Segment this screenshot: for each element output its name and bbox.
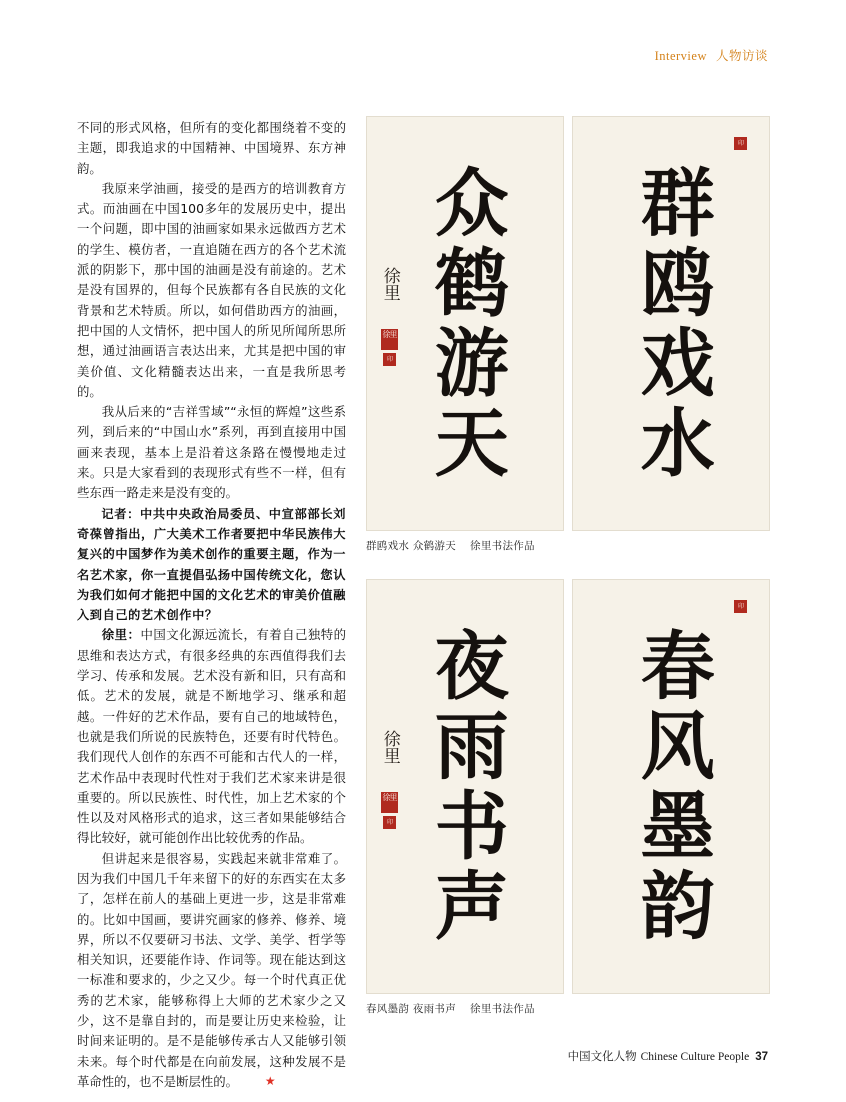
interviewee-label: 徐里： bbox=[101, 627, 141, 643]
artwork-caption-1 bbox=[366, 538, 770, 553]
artist-seal: 徐里 bbox=[381, 792, 398, 813]
header-section-en: Interview bbox=[654, 49, 707, 63]
paragraph-answer-1 bbox=[77, 625, 346, 848]
publication-name-en: Chinese Culture People bbox=[640, 1051, 750, 1063]
artist-seal-small: 印 bbox=[383, 353, 396, 366]
publication-name-cn: 中国文化人物 bbox=[567, 1051, 637, 1063]
running-header bbox=[655, 46, 768, 64]
answer-text-2: 但讲起来是很容易，实践起来就非常难了。因为我们中国几千年来留下的好的东西实在太多了，怎样在前人的基础上更进一步，这是非常难的。比如中国画，要讲究画家的修养、修养、境界，所以不仅要研习书法、文学、美学、哲学等相关知识，还要能作诗、作词等。现在能达到这一标准和要求的，少之又少。每一个时代真正优秀的艺术家，能够称得上大师的艺术家少之又少，这不是靠自封的，而是要让历史来检验，让时间来证明的。是不是能够传承古人又能够引领未来。每个时代都是在向前发展，这种发展不是革命性的，也不是断层性的。 bbox=[77, 850, 346, 1089]
calligraphy-ink bbox=[367, 117, 563, 530]
calligraphy-glyphs: 春风墨韵 bbox=[628, 626, 715, 947]
artist-signature: 徐里 bbox=[379, 730, 400, 764]
artwork-caption-2 bbox=[366, 1001, 770, 1016]
paragraph-3: 我从后来的“吉祥雪域”“永恒的辉煌”这些系列，到后来的“中国山水”系列，再到直接用中国画来表现，基本上是沿着这条路在慢慢地走过来。只是大家看到的表现形式有些不一样，但有些东西一路走来是没有变的。 bbox=[77, 404, 346, 501]
header-section-cn: 人物访谈 bbox=[715, 49, 768, 63]
zhong-he-you-tian-scroll bbox=[366, 116, 564, 531]
answer-text-1: 中国文化源远流长，有着自己独特的思维和表达方式，有很多经典的东西值得我们去学习、传承和发展。艺术没有新和旧，只有高和低。艺术的发展，就是不断地学习、继承和超越。一件好的艺术作品，要有自己的地域特色，也就是我们所说的民族特色，还要有时代特色。我们现代人创作的东西不可能和古代人的一样，艺术作品中表现时代性对于我们艺术家来讲是很重要的。所以民族性、时代性，加上艺术家的个性以及对风格形式的追求，这三者如果能够结合得比较好，就可能创作出比较优秀的作品。 bbox=[77, 627, 347, 846]
artist-seal: 徐里 bbox=[381, 329, 398, 350]
paragraph-2: 我原来学油画，接受的是西方的培训教育方式。而油画在中国100多年的发展历史中，提出一个问题，即中国的油画家如果永远做西方艺术的学生、模仿者，一直追随在西方的各个艺术流派的阴影下，那中国的油画是没有前途的。艺术是没有国界的，但每个民族都有各自民族的文化背景和艺术特质。所以，如何借助西方的油画，把中国的人文情怀，把中国人的所见所闻所思所想，通过油画语言表达出来，尤其是把中国的审美价值、文化精髓表达出来，一直是我所思考的。 bbox=[77, 180, 346, 399]
caption-title-2: 春风墨韵 夜雨书声 bbox=[366, 1003, 457, 1015]
page-number: 37 bbox=[755, 1051, 768, 1063]
artist-seal-small: 印 bbox=[383, 816, 396, 829]
caption-credit-1: 徐里书法作品 bbox=[470, 540, 535, 552]
ye-yu-shu-sheng-scroll bbox=[366, 579, 564, 994]
article-text-column bbox=[77, 118, 346, 1092]
question-text: 中共中央政治局委员、中宣部部长刘奇葆曾指出，广大美术工作者要把中华民族伟大复兴的中国梦作为美术创作的重要主题，作为一名艺术家，你一直提倡弘扬中国传统文化，您认为我们如何才能把中国的文化艺术的审美价值融入到自己的艺术创作中？ bbox=[77, 506, 346, 623]
calligraphy-ink bbox=[367, 580, 563, 993]
artwork-row-1 bbox=[366, 116, 770, 531]
calligraphy-ink bbox=[573, 580, 769, 993]
paragraph-1: 不同的形式风格，但所有的变化都围绕着不变的主题，即我追求的中国精神、中国境界、东方神韵。 bbox=[77, 120, 346, 176]
paragraph-question bbox=[77, 504, 346, 626]
reporter-label: 记者： bbox=[101, 506, 141, 521]
corner-seal: 印 bbox=[734, 137, 747, 150]
calligraphy-glyphs: 群鸥戏水 bbox=[628, 163, 715, 484]
artwork-row-2 bbox=[366, 579, 770, 994]
artist-signature: 徐里 bbox=[379, 267, 400, 301]
paragraph-answer-2 bbox=[77, 849, 346, 1093]
page-footer bbox=[568, 1048, 768, 1064]
end-mark-icon: ★ bbox=[264, 1073, 276, 1088]
caption-title-1: 群鸥戏水 众鹤游天 bbox=[366, 540, 457, 552]
artwork-area bbox=[366, 116, 770, 1016]
caption-credit-2: 徐里书法作品 bbox=[470, 1003, 535, 1015]
corner-seal: 印 bbox=[734, 600, 747, 613]
qun-ou-xi-shui-scroll bbox=[572, 116, 770, 531]
calligraphy-ink bbox=[573, 117, 769, 530]
chun-feng-mo-yun-scroll bbox=[572, 579, 770, 994]
calligraphy-glyphs: 众鹤游天 bbox=[422, 163, 509, 484]
calligraphy-glyphs: 夜雨书声 bbox=[422, 626, 509, 947]
